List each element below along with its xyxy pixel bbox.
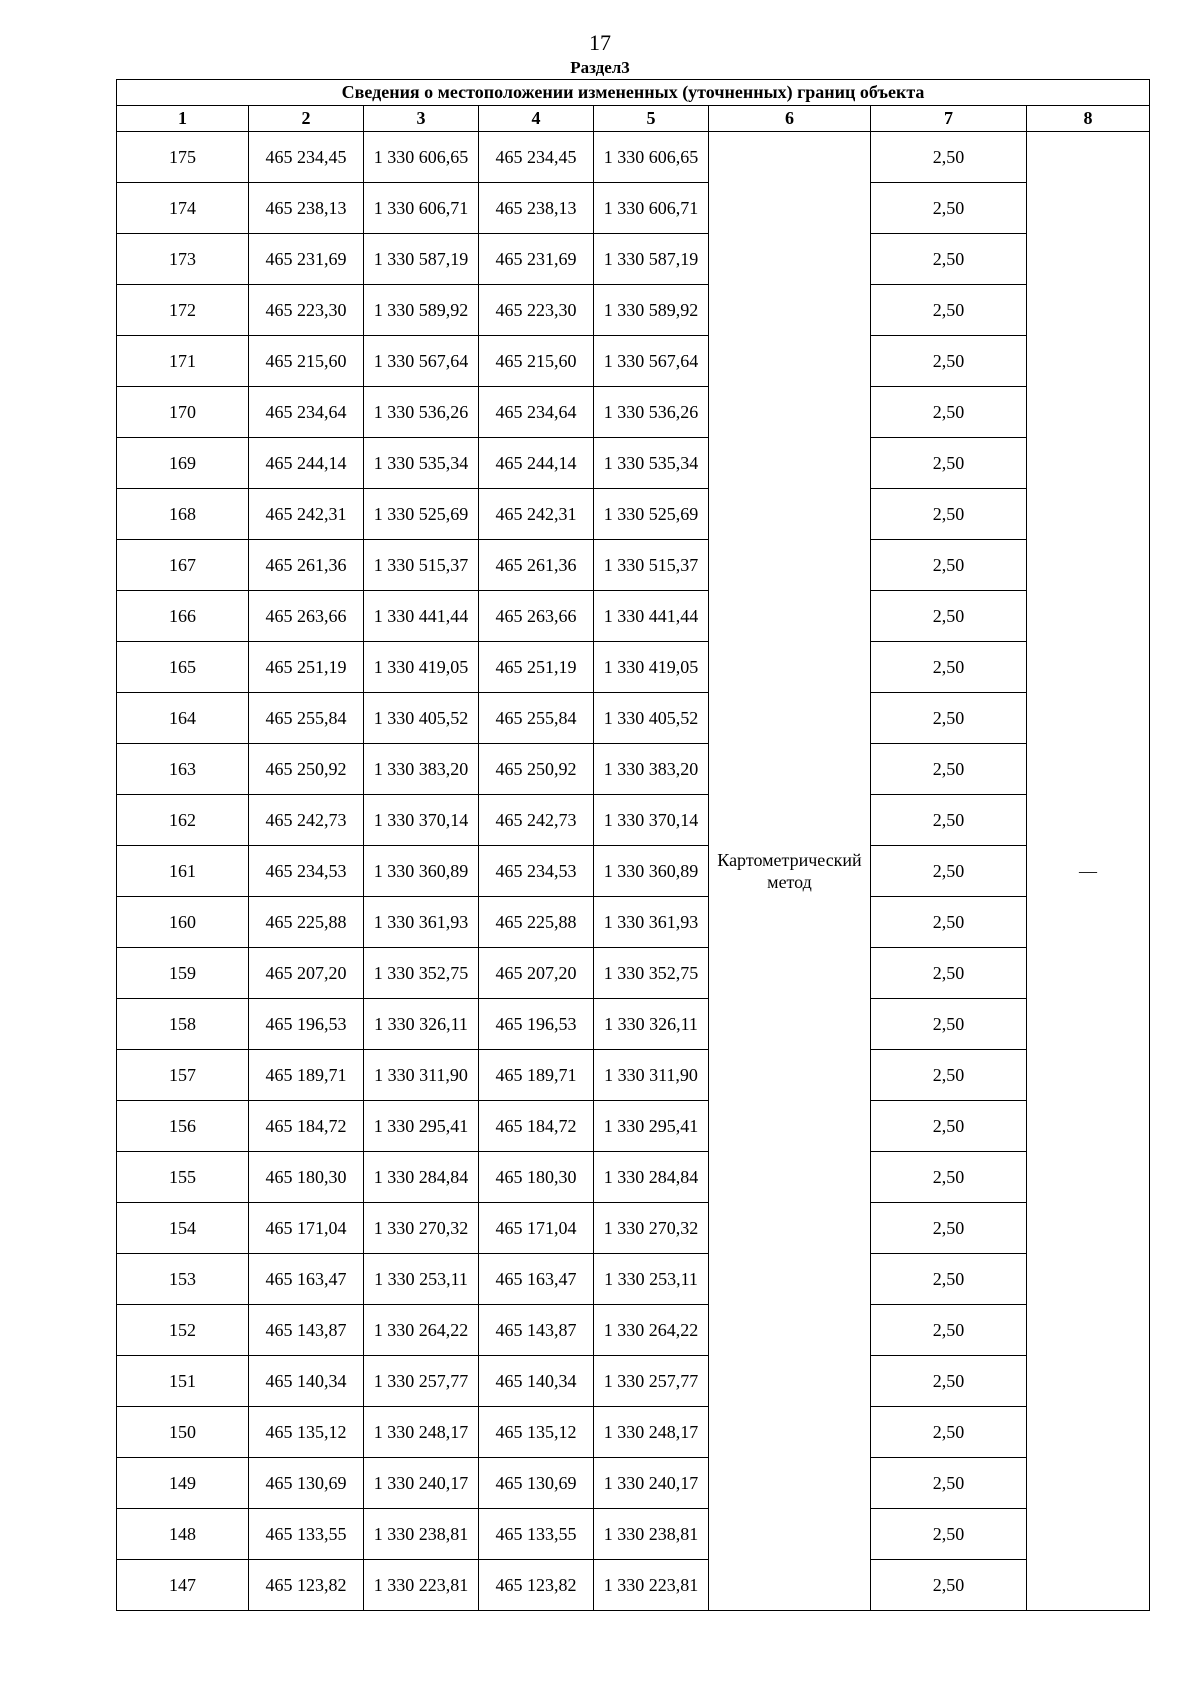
point-number-cell: 155 xyxy=(117,1152,249,1203)
table-row xyxy=(117,642,1150,693)
table-row xyxy=(117,336,1150,387)
y-new-cell: 1 330 223,81 xyxy=(594,1560,709,1611)
x-old-cell: 465 143,87 xyxy=(249,1305,364,1356)
x-new-cell: 465 225,88 xyxy=(479,897,594,948)
x-new-cell: 465 234,64 xyxy=(479,387,594,438)
y-new-cell: 1 330 248,17 xyxy=(594,1407,709,1458)
coordinates-table xyxy=(116,79,1150,1611)
y-old-cell: 1 330 253,11 xyxy=(364,1254,479,1305)
x-old-cell: 465 223,30 xyxy=(249,285,364,336)
x-old-cell: 465 135,12 xyxy=(249,1407,364,1458)
point-number-cell: 164 xyxy=(117,693,249,744)
table-row xyxy=(117,387,1150,438)
x-new-cell: 465 231,69 xyxy=(479,234,594,285)
x-new-cell: 465 180,30 xyxy=(479,1152,594,1203)
point-number-cell: 170 xyxy=(117,387,249,438)
x-new-cell: 465 223,30 xyxy=(479,285,594,336)
x-old-cell: 465 242,73 xyxy=(249,795,364,846)
y-old-cell: 1 330 405,52 xyxy=(364,693,479,744)
method-cell: Картометрический метод xyxy=(709,132,871,1611)
y-old-cell: 1 330 606,65 xyxy=(364,132,479,183)
x-old-cell: 465 184,72 xyxy=(249,1101,364,1152)
x-old-cell: 465 215,60 xyxy=(249,336,364,387)
accuracy-cell: 2,50 xyxy=(871,693,1027,744)
accuracy-cell: 2,50 xyxy=(871,591,1027,642)
accuracy-cell: 2,50 xyxy=(871,744,1027,795)
x-old-cell: 465 196,53 xyxy=(249,999,364,1050)
y-old-cell: 1 330 240,17 xyxy=(364,1458,479,1509)
x-old-cell: 465 163,47 xyxy=(249,1254,364,1305)
point-number-cell: 166 xyxy=(117,591,249,642)
accuracy-cell: 2,50 xyxy=(871,1407,1027,1458)
y-new-cell: 1 330 567,64 xyxy=(594,336,709,387)
y-new-cell: 1 330 535,34 xyxy=(594,438,709,489)
x-new-cell: 465 133,55 xyxy=(479,1509,594,1560)
x-new-cell: 465 263,66 xyxy=(479,591,594,642)
x-new-cell: 465 140,34 xyxy=(479,1356,594,1407)
accuracy-cell: 2,50 xyxy=(871,1509,1027,1560)
accuracy-cell: 2,50 xyxy=(871,1305,1027,1356)
table-row xyxy=(117,1560,1150,1611)
column-header: 3 xyxy=(364,106,479,132)
accuracy-cell: 2,50 xyxy=(871,1101,1027,1152)
x-new-cell: 465 250,92 xyxy=(479,744,594,795)
x-old-cell: 465 140,34 xyxy=(249,1356,364,1407)
column-number-row xyxy=(117,106,1150,132)
accuracy-cell: 2,50 xyxy=(871,438,1027,489)
column-header: 1 xyxy=(117,106,249,132)
x-old-cell: 465 242,31 xyxy=(249,489,364,540)
x-new-cell: 465 242,31 xyxy=(479,489,594,540)
y-old-cell: 1 330 257,77 xyxy=(364,1356,479,1407)
y-old-cell: 1 330 295,41 xyxy=(364,1101,479,1152)
table-row xyxy=(117,795,1150,846)
accuracy-cell: 2,50 xyxy=(871,999,1027,1050)
x-new-cell: 465 171,04 xyxy=(479,1203,594,1254)
x-old-cell: 465 238,13 xyxy=(249,183,364,234)
point-number-cell: 169 xyxy=(117,438,249,489)
y-old-cell: 1 330 567,64 xyxy=(364,336,479,387)
x-new-cell: 465 215,60 xyxy=(479,336,594,387)
y-new-cell: 1 330 326,11 xyxy=(594,999,709,1050)
table-row xyxy=(117,234,1150,285)
x-old-cell: 465 130,69 xyxy=(249,1458,364,1509)
table-row xyxy=(117,1050,1150,1101)
y-new-cell: 1 330 253,11 xyxy=(594,1254,709,1305)
column-header: 7 xyxy=(871,106,1027,132)
table-row xyxy=(117,1305,1150,1356)
x-old-cell: 465 207,20 xyxy=(249,948,364,999)
table-row xyxy=(117,693,1150,744)
accuracy-cell: 2,50 xyxy=(871,285,1027,336)
y-new-cell: 1 330 284,84 xyxy=(594,1152,709,1203)
table-row xyxy=(117,1458,1150,1509)
accuracy-cell: 2,50 xyxy=(871,540,1027,591)
x-old-cell: 465 225,88 xyxy=(249,897,364,948)
x-new-cell: 465 130,69 xyxy=(479,1458,594,1509)
accuracy-cell: 2,50 xyxy=(871,642,1027,693)
accuracy-cell: 2,50 xyxy=(871,387,1027,438)
point-number-cell: 148 xyxy=(117,1509,249,1560)
point-number-cell: 157 xyxy=(117,1050,249,1101)
x-new-cell: 465 189,71 xyxy=(479,1050,594,1101)
accuracy-cell: 2,50 xyxy=(871,1050,1027,1101)
y-new-cell: 1 330 515,37 xyxy=(594,540,709,591)
table-row xyxy=(117,1101,1150,1152)
point-number-cell: 150 xyxy=(117,1407,249,1458)
y-new-cell: 1 330 441,44 xyxy=(594,591,709,642)
point-number-cell: 175 xyxy=(117,132,249,183)
accuracy-cell: 2,50 xyxy=(871,489,1027,540)
y-new-cell: 1 330 589,92 xyxy=(594,285,709,336)
x-new-cell: 465 135,12 xyxy=(479,1407,594,1458)
table-row xyxy=(117,1254,1150,1305)
point-number-cell: 168 xyxy=(117,489,249,540)
accuracy-cell: 2,50 xyxy=(871,132,1027,183)
point-number-cell: 153 xyxy=(117,1254,249,1305)
y-old-cell: 1 330 587,19 xyxy=(364,234,479,285)
point-number-cell: 147 xyxy=(117,1560,249,1611)
x-old-cell: 465 263,66 xyxy=(249,591,364,642)
y-new-cell: 1 330 238,81 xyxy=(594,1509,709,1560)
table-row xyxy=(117,540,1150,591)
x-old-cell: 465 123,82 xyxy=(249,1560,364,1611)
x-new-cell: 465 143,87 xyxy=(479,1305,594,1356)
column-8-value: — xyxy=(1027,132,1150,1611)
x-old-cell: 465 255,84 xyxy=(249,693,364,744)
x-new-cell: 465 242,73 xyxy=(479,795,594,846)
y-old-cell: 1 330 326,11 xyxy=(364,999,479,1050)
x-old-cell: 465 234,64 xyxy=(249,387,364,438)
x-new-cell: 465 238,13 xyxy=(479,183,594,234)
x-new-cell: 465 234,53 xyxy=(479,846,594,897)
table-row xyxy=(117,897,1150,948)
point-number-cell: 162 xyxy=(117,795,249,846)
point-number-cell: 163 xyxy=(117,744,249,795)
y-new-cell: 1 330 606,71 xyxy=(594,183,709,234)
point-number-cell: 173 xyxy=(117,234,249,285)
y-old-cell: 1 330 606,71 xyxy=(364,183,479,234)
point-number-cell: 161 xyxy=(117,846,249,897)
accuracy-cell: 2,50 xyxy=(871,183,1027,234)
y-new-cell: 1 330 587,19 xyxy=(594,234,709,285)
y-new-cell: 1 330 419,05 xyxy=(594,642,709,693)
x-new-cell: 465 163,47 xyxy=(479,1254,594,1305)
table-row xyxy=(117,948,1150,999)
y-new-cell: 1 330 257,77 xyxy=(594,1356,709,1407)
y-old-cell: 1 330 536,26 xyxy=(364,387,479,438)
table-row xyxy=(117,591,1150,642)
point-number-cell: 165 xyxy=(117,642,249,693)
y-new-cell: 1 330 311,90 xyxy=(594,1050,709,1101)
y-old-cell: 1 330 525,69 xyxy=(364,489,479,540)
y-old-cell: 1 330 238,81 xyxy=(364,1509,479,1560)
table-row xyxy=(117,183,1150,234)
y-new-cell: 1 330 360,89 xyxy=(594,846,709,897)
point-number-cell: 158 xyxy=(117,999,249,1050)
table-title: Сведения о местоположении измененных (уточненных) границ объекта xyxy=(117,80,1150,106)
y-new-cell: 1 330 383,20 xyxy=(594,744,709,795)
y-old-cell: 1 330 270,32 xyxy=(364,1203,479,1254)
accuracy-cell: 2,50 xyxy=(871,1560,1027,1611)
point-number-cell: 160 xyxy=(117,897,249,948)
x-new-cell: 465 251,19 xyxy=(479,642,594,693)
x-old-cell: 465 234,45 xyxy=(249,132,364,183)
y-new-cell: 1 330 240,17 xyxy=(594,1458,709,1509)
point-number-cell: 156 xyxy=(117,1101,249,1152)
x-old-cell: 465 234,53 xyxy=(249,846,364,897)
y-old-cell: 1 330 284,84 xyxy=(364,1152,479,1203)
x-new-cell: 465 123,82 xyxy=(479,1560,594,1611)
table-row xyxy=(117,438,1150,489)
column-header: 5 xyxy=(594,106,709,132)
table-row xyxy=(117,1407,1150,1458)
x-new-cell: 465 234,45 xyxy=(479,132,594,183)
y-old-cell: 1 330 223,81 xyxy=(364,1560,479,1611)
y-new-cell: 1 330 525,69 xyxy=(594,489,709,540)
table-row xyxy=(117,999,1150,1050)
x-new-cell: 465 207,20 xyxy=(479,948,594,999)
y-new-cell: 1 330 370,14 xyxy=(594,795,709,846)
x-old-cell: 465 244,14 xyxy=(249,438,364,489)
x-old-cell: 465 251,19 xyxy=(249,642,364,693)
accuracy-cell: 2,50 xyxy=(871,795,1027,846)
accuracy-cell: 2,50 xyxy=(871,1458,1027,1509)
x-old-cell: 465 180,30 xyxy=(249,1152,364,1203)
x-old-cell: 465 189,71 xyxy=(249,1050,364,1101)
x-new-cell: 465 255,84 xyxy=(479,693,594,744)
y-new-cell: 1 330 405,52 xyxy=(594,693,709,744)
accuracy-cell: 2,50 xyxy=(871,948,1027,999)
point-number-cell: 152 xyxy=(117,1305,249,1356)
y-new-cell: 1 330 606,65 xyxy=(594,132,709,183)
table-row xyxy=(117,1203,1150,1254)
table-title-row xyxy=(117,80,1150,106)
accuracy-cell: 2,50 xyxy=(871,1152,1027,1203)
point-number-cell: 149 xyxy=(117,1458,249,1509)
column-header: 6 xyxy=(709,106,871,132)
x-new-cell: 465 244,14 xyxy=(479,438,594,489)
accuracy-cell: 2,50 xyxy=(871,1203,1027,1254)
y-old-cell: 1 330 441,44 xyxy=(364,591,479,642)
accuracy-cell: 2,50 xyxy=(871,897,1027,948)
x-new-cell: 465 261,36 xyxy=(479,540,594,591)
y-old-cell: 1 330 589,92 xyxy=(364,285,479,336)
table-row xyxy=(117,1356,1150,1407)
y-new-cell: 1 330 361,93 xyxy=(594,897,709,948)
x-old-cell: 465 171,04 xyxy=(249,1203,364,1254)
x-new-cell: 465 196,53 xyxy=(479,999,594,1050)
table-row xyxy=(117,1152,1150,1203)
table-row xyxy=(117,846,1150,897)
y-new-cell: 1 330 270,32 xyxy=(594,1203,709,1254)
y-old-cell: 1 330 248,17 xyxy=(364,1407,479,1458)
table-row xyxy=(117,1509,1150,1560)
y-old-cell: 1 330 370,14 xyxy=(364,795,479,846)
y-old-cell: 1 330 311,90 xyxy=(364,1050,479,1101)
y-new-cell: 1 330 264,22 xyxy=(594,1305,709,1356)
y-new-cell: 1 330 295,41 xyxy=(594,1101,709,1152)
column-header: 8 xyxy=(1027,106,1150,132)
y-old-cell: 1 330 360,89 xyxy=(364,846,479,897)
point-number-cell: 167 xyxy=(117,540,249,591)
y-new-cell: 1 330 352,75 xyxy=(594,948,709,999)
accuracy-cell: 2,50 xyxy=(871,1254,1027,1305)
x-old-cell: 465 133,55 xyxy=(249,1509,364,1560)
y-old-cell: 1 330 352,75 xyxy=(364,948,479,999)
table-body xyxy=(117,80,1150,1611)
point-number-cell: 171 xyxy=(117,336,249,387)
accuracy-cell: 2,50 xyxy=(871,336,1027,387)
x-old-cell: 465 231,69 xyxy=(249,234,364,285)
point-number-cell: 151 xyxy=(117,1356,249,1407)
table-row xyxy=(117,489,1150,540)
point-number-cell: 172 xyxy=(117,285,249,336)
column-header: 2 xyxy=(249,106,364,132)
x-new-cell: 465 184,72 xyxy=(479,1101,594,1152)
y-old-cell: 1 330 264,22 xyxy=(364,1305,479,1356)
accuracy-cell: 2,50 xyxy=(871,1356,1027,1407)
page-number: 17 xyxy=(589,30,611,55)
table-row xyxy=(117,132,1150,183)
y-old-cell: 1 330 535,34 xyxy=(364,438,479,489)
section-label: Раздел3 xyxy=(570,58,630,77)
column-header: 4 xyxy=(479,106,594,132)
y-old-cell: 1 330 515,37 xyxy=(364,540,479,591)
y-new-cell: 1 330 536,26 xyxy=(594,387,709,438)
x-old-cell: 465 250,92 xyxy=(249,744,364,795)
table-row xyxy=(117,285,1150,336)
x-old-cell: 465 261,36 xyxy=(249,540,364,591)
y-old-cell: 1 330 361,93 xyxy=(364,897,479,948)
table-row xyxy=(117,744,1150,795)
point-number-cell: 159 xyxy=(117,948,249,999)
point-number-cell: 174 xyxy=(117,183,249,234)
y-old-cell: 1 330 419,05 xyxy=(364,642,479,693)
accuracy-cell: 2,50 xyxy=(871,846,1027,897)
point-number-cell: 154 xyxy=(117,1203,249,1254)
y-old-cell: 1 330 383,20 xyxy=(364,744,479,795)
accuracy-cell: 2,50 xyxy=(871,234,1027,285)
